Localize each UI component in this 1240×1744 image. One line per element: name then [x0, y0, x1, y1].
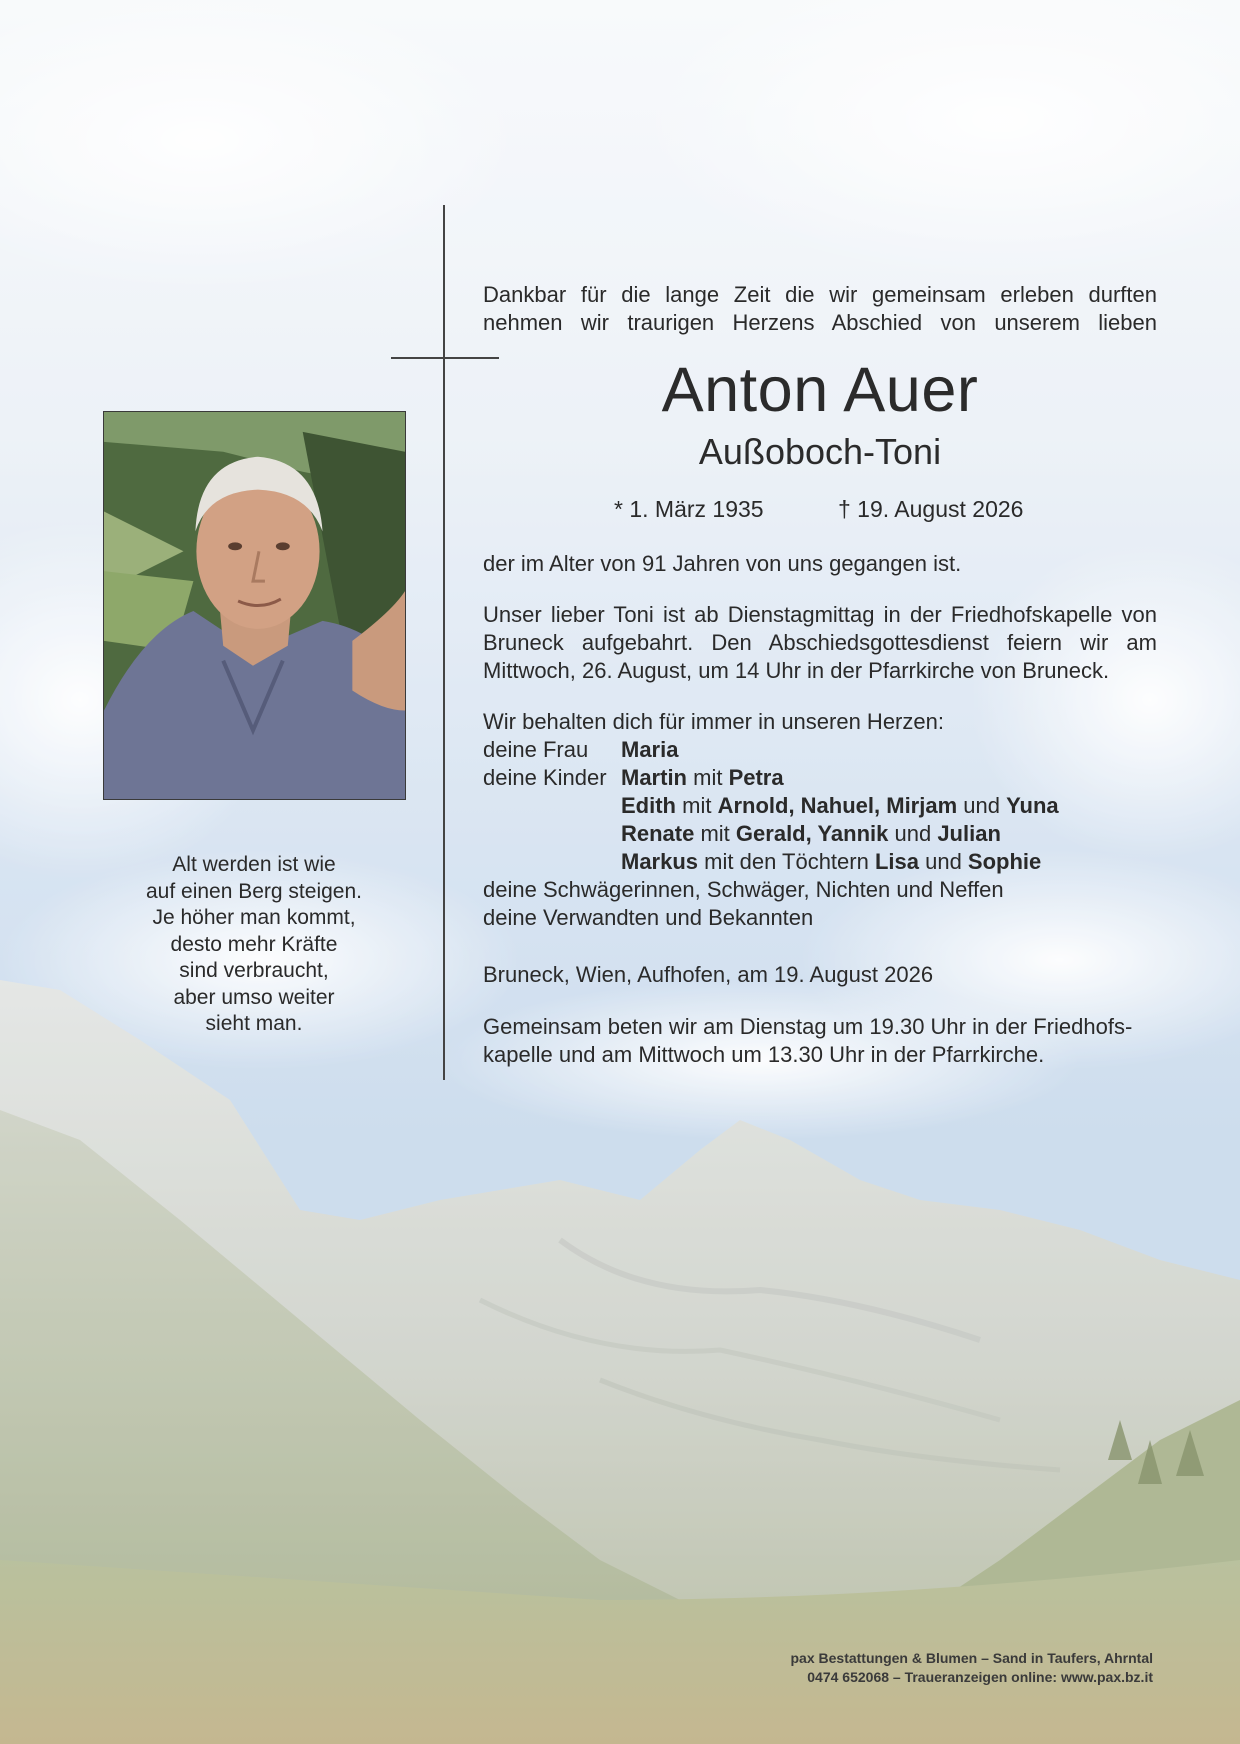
- cross-vertical-bar: [443, 205, 445, 1080]
- birth-date: * 1. März 1935: [614, 496, 764, 522]
- death-date: † 19. August 2026: [838, 496, 1024, 522]
- child-name: Edith: [621, 793, 676, 818]
- quote-line: aber umso weiter: [173, 985, 335, 1009]
- wife-label: deine Frau: [483, 737, 589, 762]
- intro-line: nehmen wir traurigen Herzens Abschied von unserem lieben: [483, 310, 1157, 335]
- quote-line: sind verbraucht,: [179, 959, 329, 982]
- child-last: Julian: [937, 821, 1001, 846]
- quote-line: Je höher man kommt,: [152, 906, 356, 929]
- quote-line: Alt werden ist wie: [172, 853, 336, 876]
- child-connector: und: [918, 849, 968, 874]
- child-last: Yuna: [1006, 793, 1059, 818]
- family-row-wife: [483, 736, 1157, 764]
- child-name: Martin: [621, 765, 687, 790]
- wake-line: Bruneck aufgebahrt. Den Abschiedsgottesdienst feiern wir am: [483, 630, 1157, 655]
- child-connector: mit: [694, 821, 736, 846]
- relatives-line: deine Verwandten und Bekannten: [483, 905, 814, 930]
- child-name: Markus: [621, 849, 699, 874]
- wake-line: Mittwoch, 26. August, um 14 Uhr in der Pfarrkirche von Bruneck.: [483, 658, 1110, 683]
- child-partners: Lisa: [874, 849, 919, 874]
- prayer-line: Gemeinsam beten wir am Dienstag um 19.30 Uhr in der Friedhofs-: [483, 1014, 1133, 1039]
- place-and-date: Bruneck, Wien, Aufhofen, am 19. August 2026: [483, 962, 934, 987]
- deceased-nickname: Außoboch-Toni: [698, 431, 942, 472]
- in-laws-line: deine Schwägerinnen, Schwäger, Nichten und Neffen: [483, 877, 1004, 902]
- family-row-child: [483, 792, 1157, 820]
- age-statement: der im Alter von 91 Jahren von uns gegangen ist.: [483, 551, 962, 576]
- intro-text: [483, 281, 1157, 337]
- child-connector: mit: [676, 793, 718, 818]
- wife-name: Maria: [621, 737, 679, 762]
- quote-line: auf einen Berg steigen.: [146, 879, 362, 903]
- intro-line: Dankbar für die lange Zeit die wir gemeinsam erleben durften: [483, 282, 1157, 307]
- child-partners: Gerald, Yannik: [735, 821, 889, 846]
- footer-line: pax Bestattungen & Blumen – Sand in Taufers, Ahrntal: [790, 1650, 1153, 1666]
- child-name: Renate: [621, 821, 695, 846]
- child-partners: Arnold, Nahuel, Mirjam: [717, 793, 958, 818]
- memorial-quote: [108, 852, 400, 1038]
- family-row-child: [483, 820, 1157, 848]
- child-connector: und: [888, 821, 938, 846]
- wake-announcement: [483, 601, 1157, 685]
- wake-line: Unser lieber Toni ist ab Dienstagmittag in der Friedhofskapelle von: [483, 602, 1157, 627]
- child-connector: mit den Töchtern: [698, 849, 875, 874]
- quote-line: sieht man.: [205, 1012, 303, 1035]
- family-row-child: [483, 848, 1157, 876]
- family-list: [483, 708, 1157, 932]
- family-heading: Wir behalten dich für immer in unseren Herzen:: [483, 709, 944, 734]
- prayer-line: kapelle und am Mittwoch um 13.30 Uhr in der Pfarrkirche.: [483, 1042, 1045, 1067]
- footer-line: 0474 652068 – Traueranzeigen online: www.pax.bz.it: [807, 1669, 1153, 1685]
- child-last: Sophie: [967, 849, 1042, 874]
- prayer-announcement: [483, 1013, 1157, 1069]
- quote-line: desto mehr Kräfte: [170, 932, 338, 956]
- funeral-home-footer: [791, 1649, 1154, 1687]
- child-partners: Petra: [728, 765, 784, 790]
- deceased-name: Anton Auer: [661, 355, 979, 425]
- family-row-child: [483, 764, 1157, 792]
- children-label: deine Kinder: [483, 765, 607, 790]
- child-connector: und: [957, 793, 1007, 818]
- child-connector: mit: [687, 765, 729, 790]
- portrait-photo: [103, 411, 406, 800]
